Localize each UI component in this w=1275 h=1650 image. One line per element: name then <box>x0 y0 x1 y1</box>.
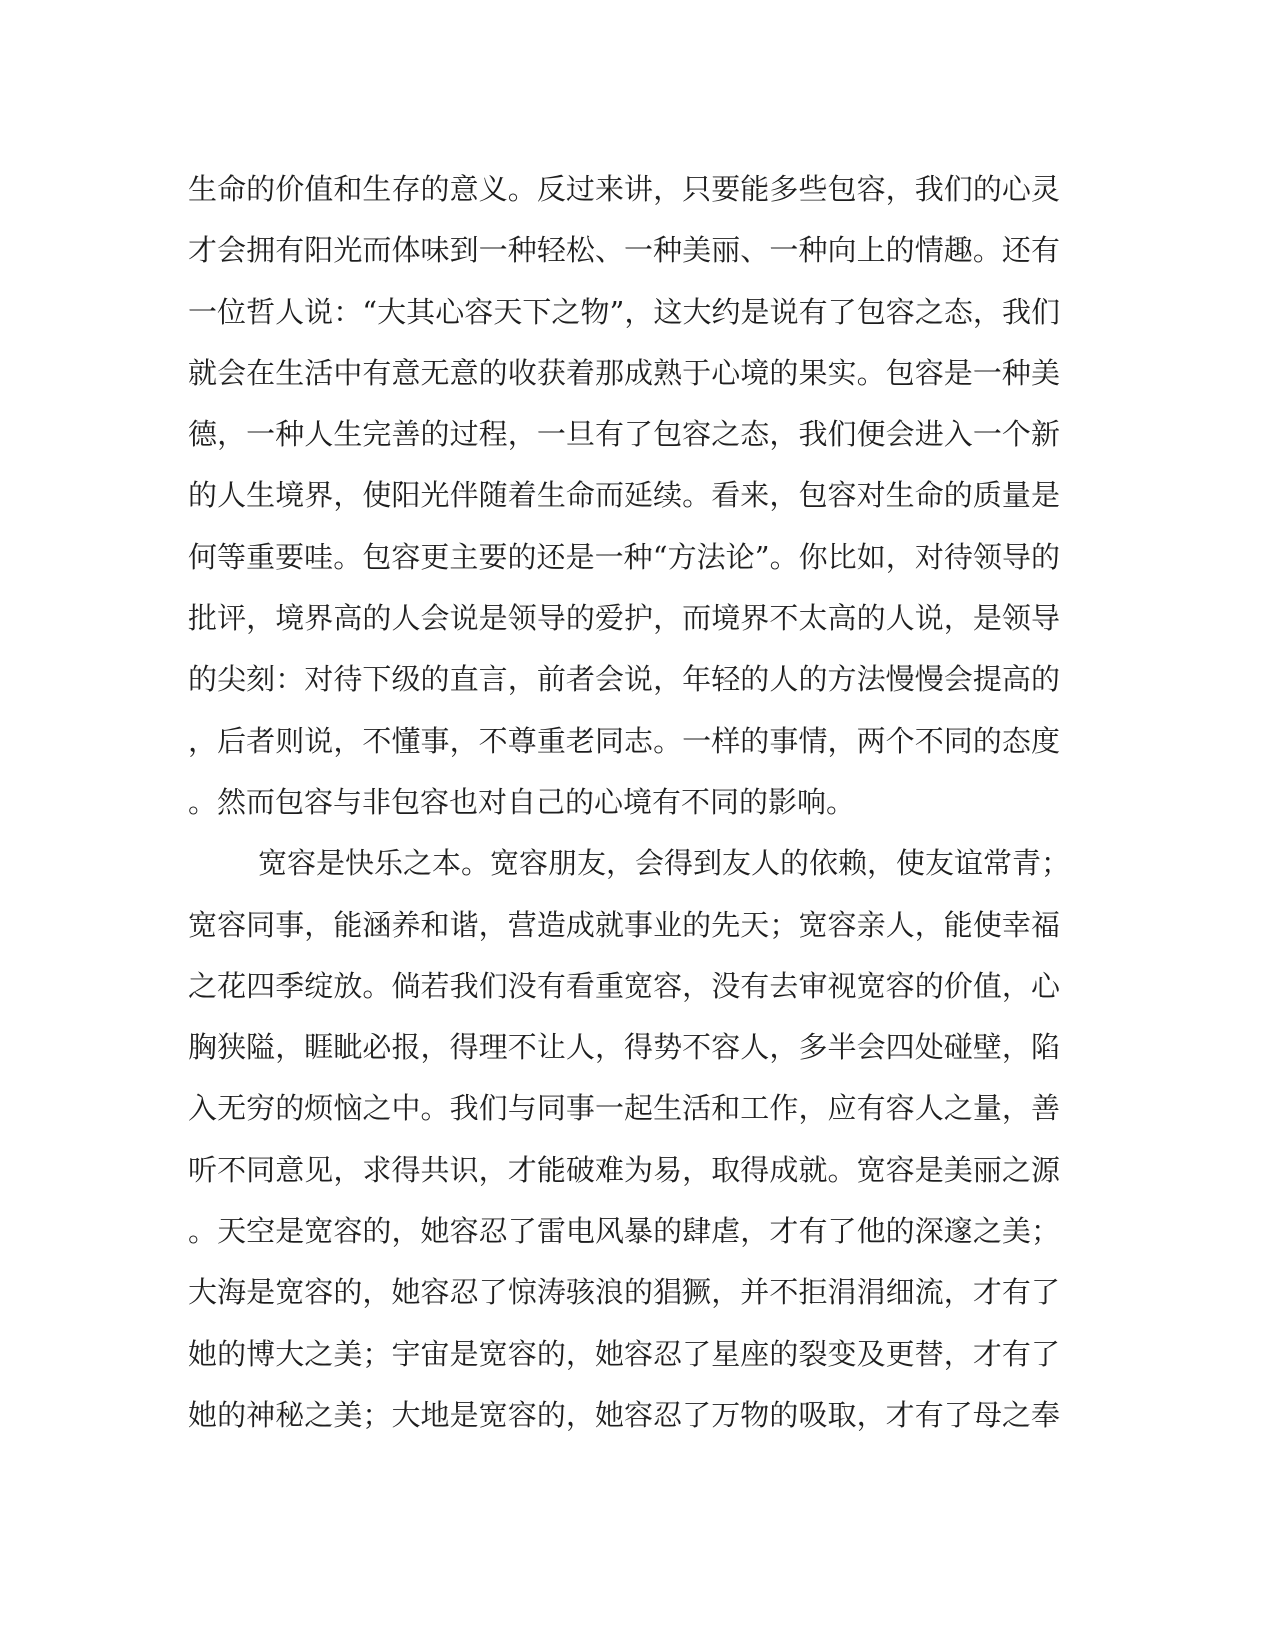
text-line <box>188 711 1060 772</box>
text-line <box>188 1017 1060 1078</box>
text-line <box>188 1324 1060 1385</box>
text-line <box>188 1078 1060 1139</box>
line-text: 。然而包容与非包容也对自己的心境有不同的影响。 <box>188 784 856 819</box>
line-text: 之花四季绽放。倘若我们没有看重宽容，没有去审视宽容的价值，心 <box>188 968 1060 1003</box>
body-text <box>188 159 1071 1446</box>
line-text: 宽容同事，能涵养和谐，营造成就事业的先天；宽容亲人，能使幸福 <box>188 907 1060 942</box>
line-text: 的尖刻：对待下级的直言，前者会说，年轻的人的方法慢慢会提高的 <box>188 662 1060 697</box>
line-text: 何等重要哇。包容更主要的还是一种“方法论”。你比如，对待领导的 <box>188 539 1060 574</box>
text-line <box>188 1201 1060 1262</box>
line-text: 德，一种人生完善的过程，一旦有了包容之态，我们便会进入一个新 <box>188 417 1060 452</box>
text-line <box>188 282 1060 343</box>
text-line <box>188 465 1060 526</box>
paragraph-1 <box>188 159 1060 833</box>
line-text: 她的神秘之美；大地是宽容的，她容忍了万物的吸取，才有了母之奉 <box>188 1397 1060 1432</box>
line-text: 才会拥有阳光而体味到一种轻松、一种美丽、一种向上的情趣。还有 <box>188 233 1060 268</box>
text-line <box>188 220 1060 281</box>
line-text: 生命的价值和生存的意义。反过来讲，只要能多些包容，我们的心灵 <box>188 172 1060 206</box>
text-line <box>188 833 1071 894</box>
text-line <box>188 895 1060 956</box>
text-line <box>188 343 1060 404</box>
text-line <box>188 588 1060 649</box>
line-text: 批评，境界高的人会说是领导的爱护，而境界不太高的人说，是领导 <box>188 601 1060 636</box>
line-text: 她的博大之美；宇宙是宽容的，她容忍了星座的裂变及更替，才有了 <box>188 1336 1060 1371</box>
text-line <box>188 527 1060 588</box>
paragraph-2 <box>188 833 1071 1446</box>
line-text: 的人生境界，使阳光伴随着生命而延续。看来，包容对生命的质量是 <box>188 478 1060 513</box>
line-text: ，后者则说，不懂事，不尊重老同志。一样的事情，两个不同的态度 <box>188 723 1060 758</box>
text-line <box>188 404 1060 465</box>
line-text: 就会在生活中有意无意的收获着那成熟于心境的果实。包容是一种美 <box>188 355 1060 390</box>
line-text: 。天空是宽容的，她容忍了雷电风暴的肆虐，才有了他的深邃之美； <box>188 1214 1060 1249</box>
line-text: 入无穷的烦恼之中。我们与同事一起生活和工作，应有容人之量，善 <box>188 1091 1060 1126</box>
text-line <box>188 772 1060 833</box>
line-text: 大海是宽容的，她容忍了惊涛骇浪的猖獗，并不拒涓涓细流，才有了 <box>188 1275 1060 1310</box>
line-text: 胸狭隘，睚眦必报，得理不让人，得势不容人，多半会四处碰壁，陷 <box>188 1030 1060 1065</box>
line-text: 宽容是快乐之本。宽容朋友，会得到友人的依赖，使友谊常青； <box>258 846 1071 881</box>
line-text: 听不同意见，求得共识，才能破难为易，取得成就。宽容是美丽之源 <box>188 1152 1060 1187</box>
text-line <box>188 1140 1060 1201</box>
text-line <box>188 956 1060 1017</box>
text-line <box>188 1262 1060 1323</box>
text-line <box>188 649 1060 710</box>
line-text: 一位哲人说：“大其心容天下之物”，这大约是说有了包容之态，我们 <box>188 294 1060 329</box>
text-line <box>188 1385 1060 1446</box>
text-line <box>188 159 1060 220</box>
